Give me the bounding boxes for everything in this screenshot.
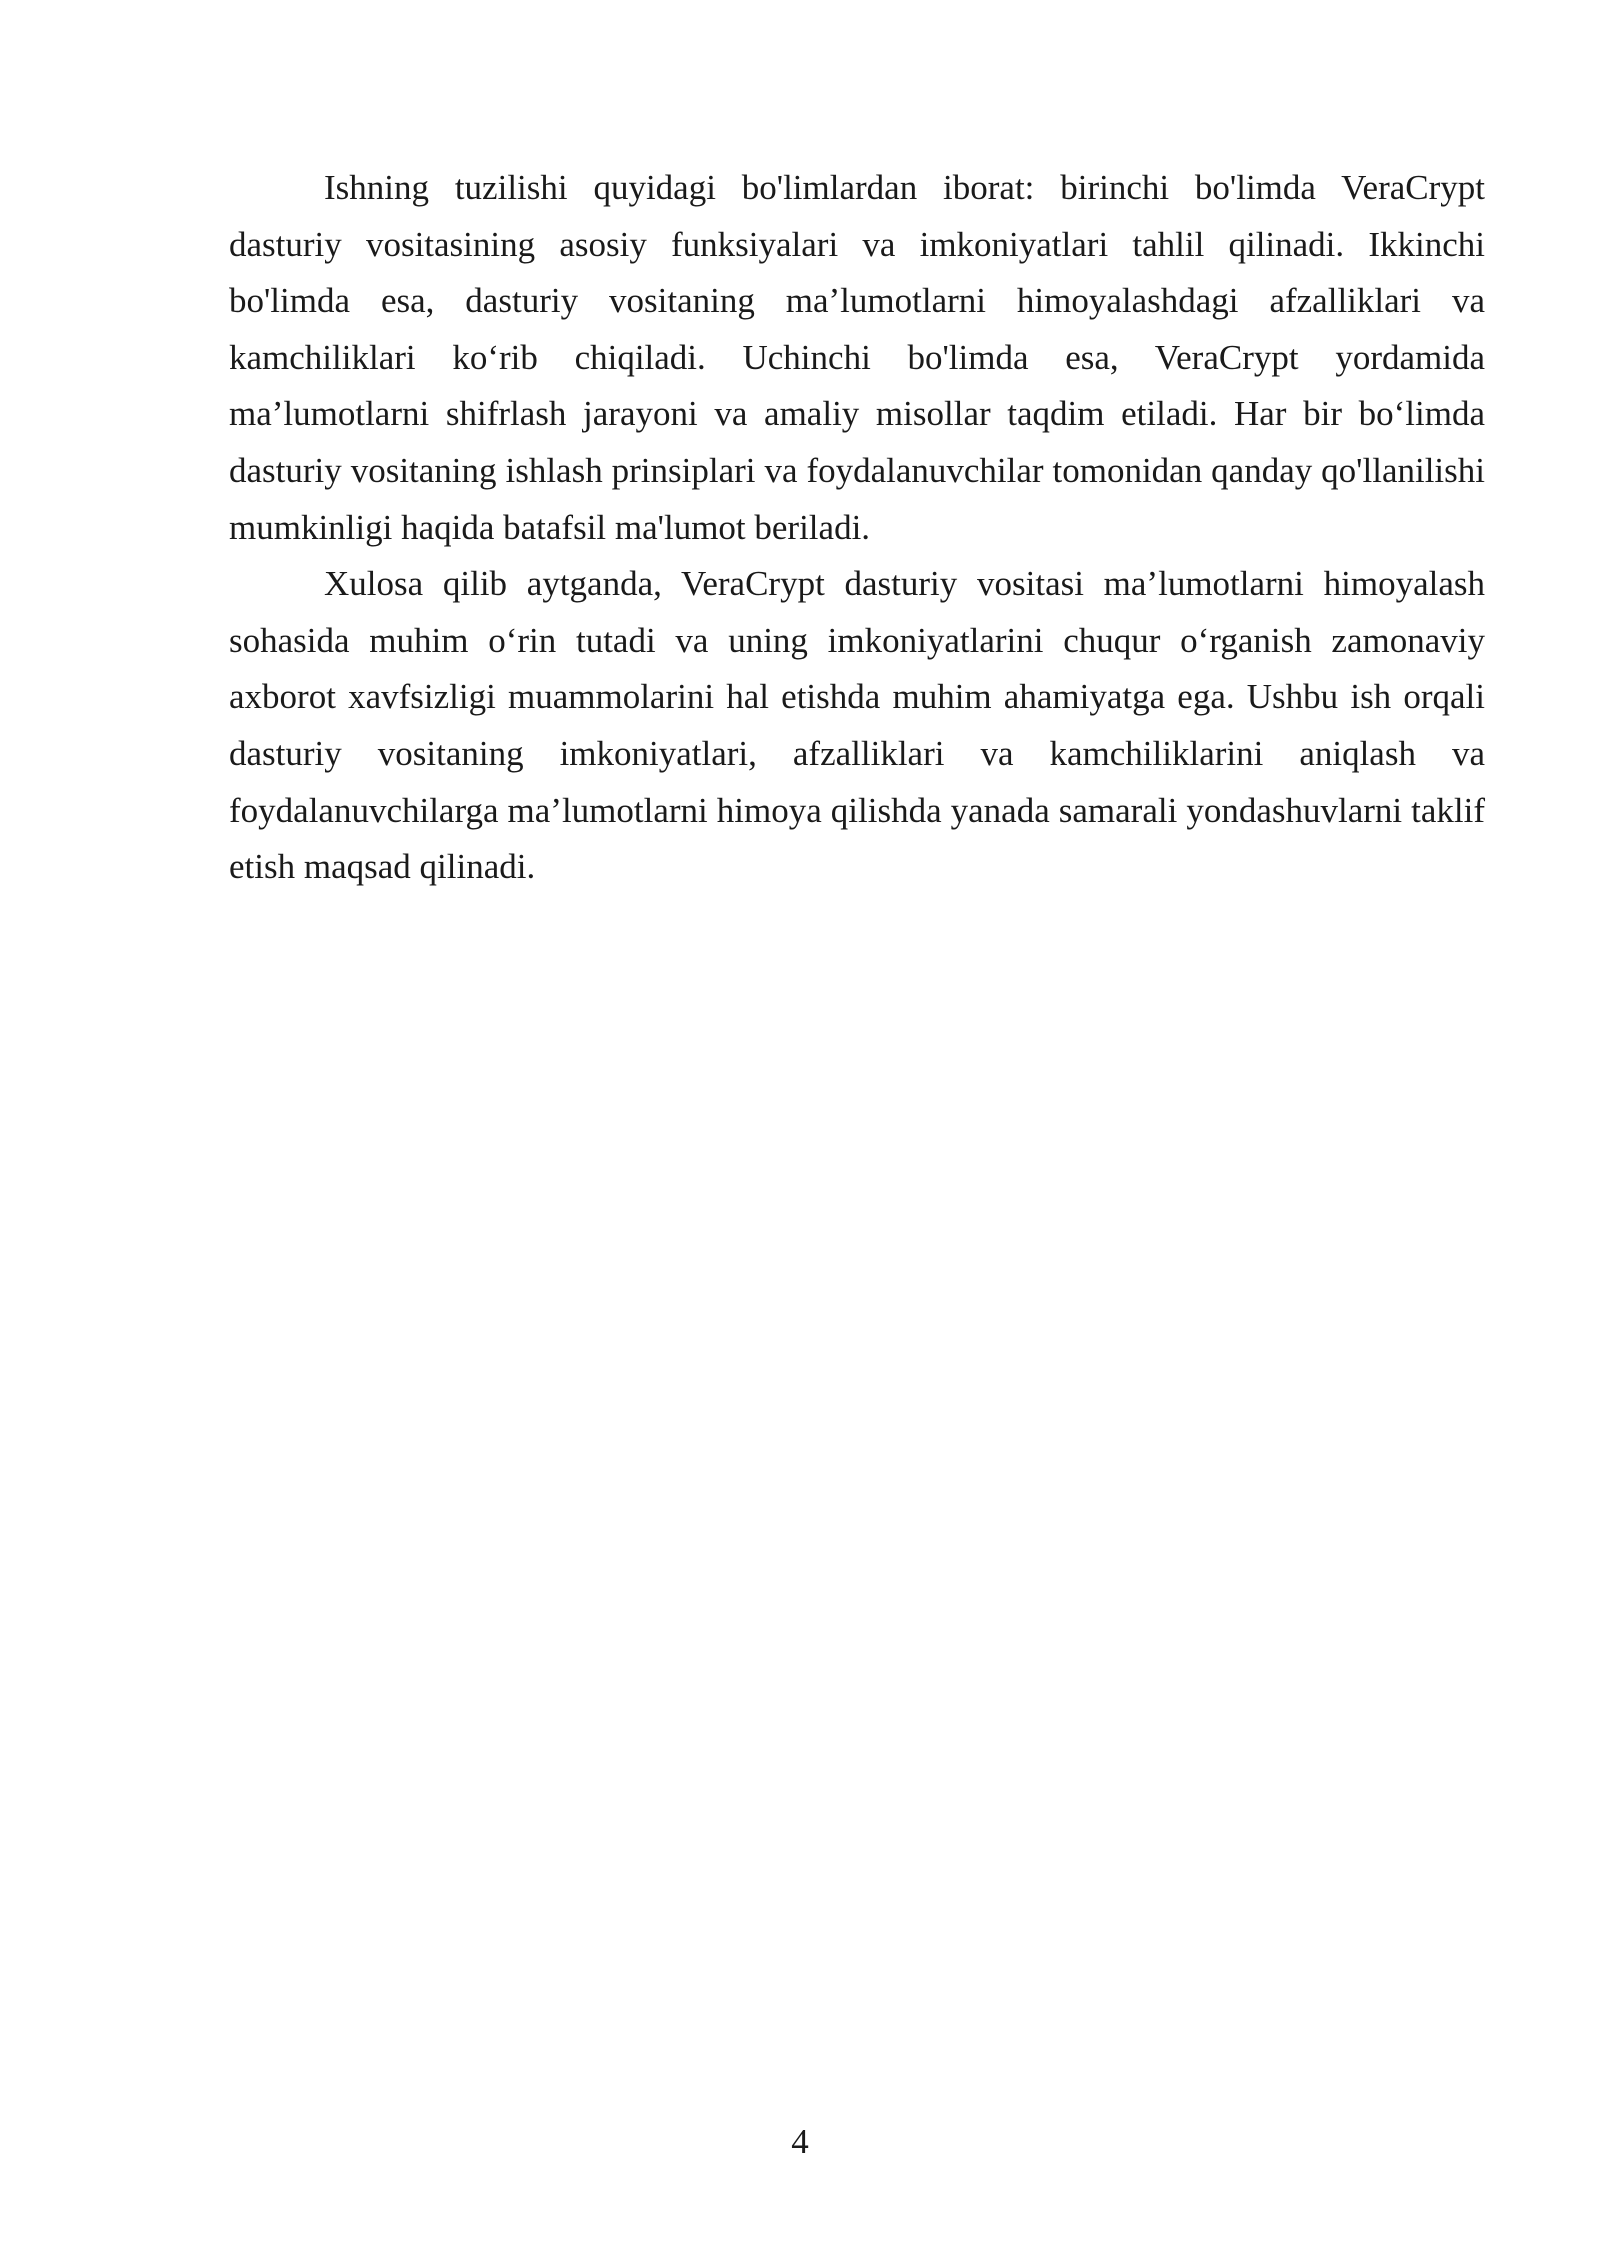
paragraph-conclusion: Xulosa qilib aytganda, VeraCrypt dasturiy vositasi ma’lumotlarni himoyalash sohasida muhim o‘rin tutadi va uning imkoniyatlarini chuqur o‘rganish zamonaviy axborot xavfsizligi muammolarini hal etishda muhim ahamiyatga ega. Ushbu ish orqali dasturiy vositaning imkoniyatlari, afzalliklari va kamchiliklarini aniqlash va foydalanuvchilarga ma’lumotlarni himoya qilishda yanada samarali yondashuvlarni taklif etish maqsad qilinadi.: [229, 564, 1485, 887]
page-number: 4: [791, 2122, 809, 2161]
paragraph-structure: Ishning tuzilishi quyidagi bo'limlardan iborat: birinchi bo'limda VeraCrypt dasturiy vositasining asosiy funksiyalari va imkoniyatlari tahlil qilinadi. Ikkinchi bo'limda esa, dasturiy vositaning ma’lumotlarni himoyalashdagi afzalliklari va kamchiliklari ko‘rib chiqiladi. Uchinchi bo'limda esa, VeraCrypt yordamida ma’lumotlarni shifrlash jarayoni va amaliy misollar taqdim etiladi. Har bir bo‘limda dasturiy vositaning ishlash prinsiplari va foydalanuvchilar tomonidan qanday qo'llanilishi mumkinligi haqida batafsil ma'lumot beriladi.: [229, 168, 1485, 547]
body-text: [229, 160, 1485, 896]
